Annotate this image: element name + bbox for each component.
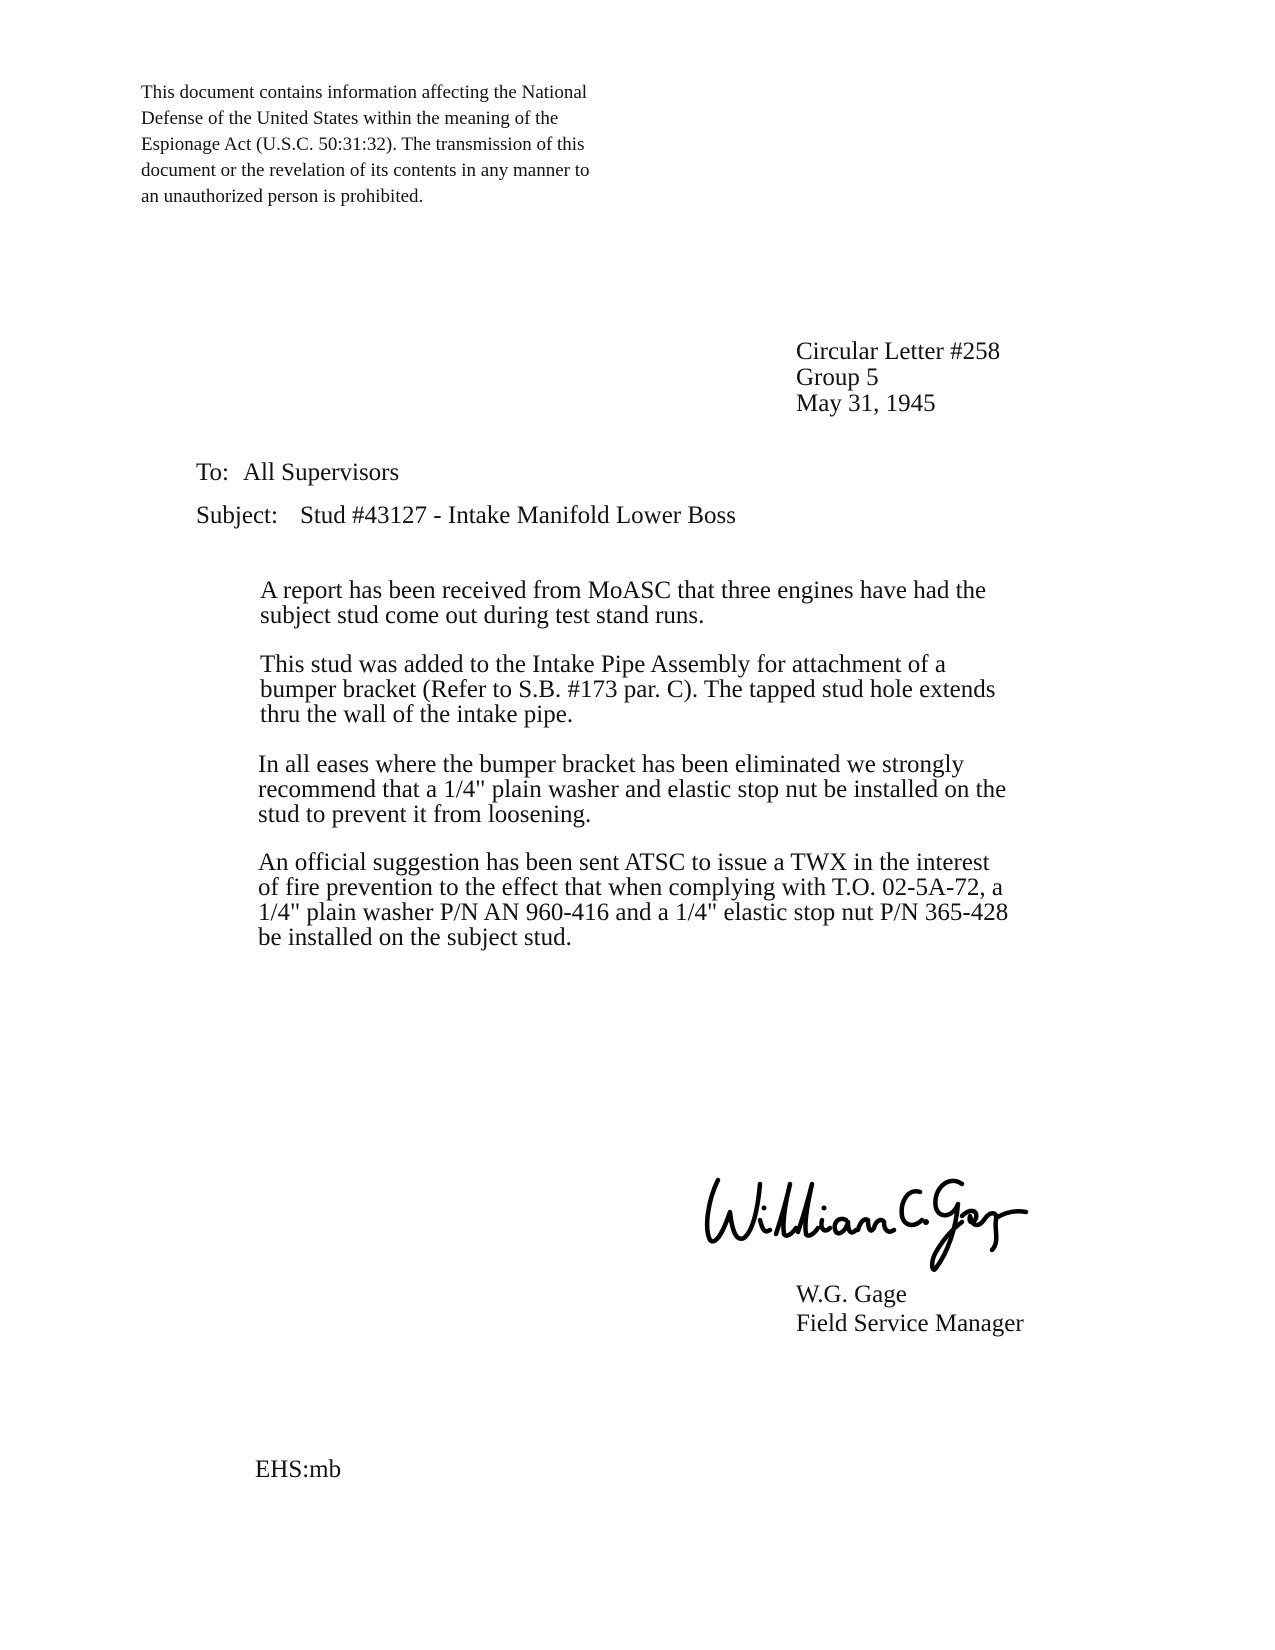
security-notice-line: document or the revelation of its contents in any manner to bbox=[141, 160, 590, 181]
paragraph-line: recommend that a 1/4" plain washer and elastic stop nut be installed on the bbox=[258, 776, 1007, 803]
security-notice bbox=[141, 80, 641, 210]
paragraph-line: thru the wall of the intake pipe. bbox=[260, 701, 574, 728]
signer-block bbox=[796, 1280, 1024, 1338]
signer-name: W.G. Gage bbox=[796, 1281, 907, 1308]
subject-value: Stud #43127 - Intake Manifold Lower Boss bbox=[299, 502, 736, 529]
reference-initials: EHS:mb bbox=[255, 1456, 342, 1483]
security-notice-line: Espionage Act (U.S.C. 50:31:32). The transmission of this bbox=[141, 134, 585, 155]
to-value: All Supervisors bbox=[242, 459, 400, 486]
to-line bbox=[196, 459, 399, 487]
handwritten-signature bbox=[700, 1150, 1030, 1280]
body-paragraph-2 bbox=[260, 652, 995, 727]
paragraph-line: A report has been received from MoASC that three engines have had the bbox=[260, 577, 987, 604]
security-notice-line: an unauthorized person is prohibited. bbox=[141, 186, 424, 207]
body-paragraph-4 bbox=[258, 850, 1008, 950]
paragraph-line: bumper bracket (Refer to S.B. #173 par. C). The tapped stud hole extends bbox=[260, 676, 996, 703]
paragraph-line: This stud was added to the Intake Pipe Assembly for attachment of a bbox=[260, 651, 946, 678]
paragraph-line: of fire prevention to the effect that when complying with T.O. 02-5A-72, a bbox=[258, 874, 1003, 901]
letter-date: May 31, 1945 bbox=[796, 390, 936, 417]
letter-header bbox=[796, 339, 1000, 417]
body-paragraph-3 bbox=[258, 752, 1006, 827]
paragraph-line: stud to prevent it from loosening. bbox=[258, 801, 592, 828]
signer-title: Field Service Manager bbox=[796, 1310, 1024, 1337]
paragraph-line: subject stud come out during test stand runs. bbox=[260, 602, 705, 629]
subject-line bbox=[196, 502, 736, 530]
paragraph-line: be installed on the subject stud. bbox=[258, 924, 572, 951]
letter-group: Group 5 bbox=[796, 364, 879, 391]
body-paragraph-1 bbox=[260, 578, 986, 628]
subject-label: Subject: bbox=[196, 502, 278, 529]
paragraph-line: 1/4" plain washer P/N AN 960-416 and a 1/4" elastic stop nut P/N 365-428 bbox=[258, 899, 1009, 926]
to-label: To: bbox=[196, 459, 229, 486]
letter-number: Circular Letter #258 bbox=[796, 338, 1001, 365]
paragraph-line: An official suggestion has been sent ATSC to issue a TWX in the interest bbox=[258, 849, 990, 876]
paragraph-line: In all eases where the bumper bracket has been eliminated we strongly bbox=[258, 751, 964, 778]
security-notice-line: Defense of the United States within the meaning of the bbox=[141, 108, 559, 129]
security-notice-line: This document contains information affecting the National bbox=[141, 82, 588, 103]
